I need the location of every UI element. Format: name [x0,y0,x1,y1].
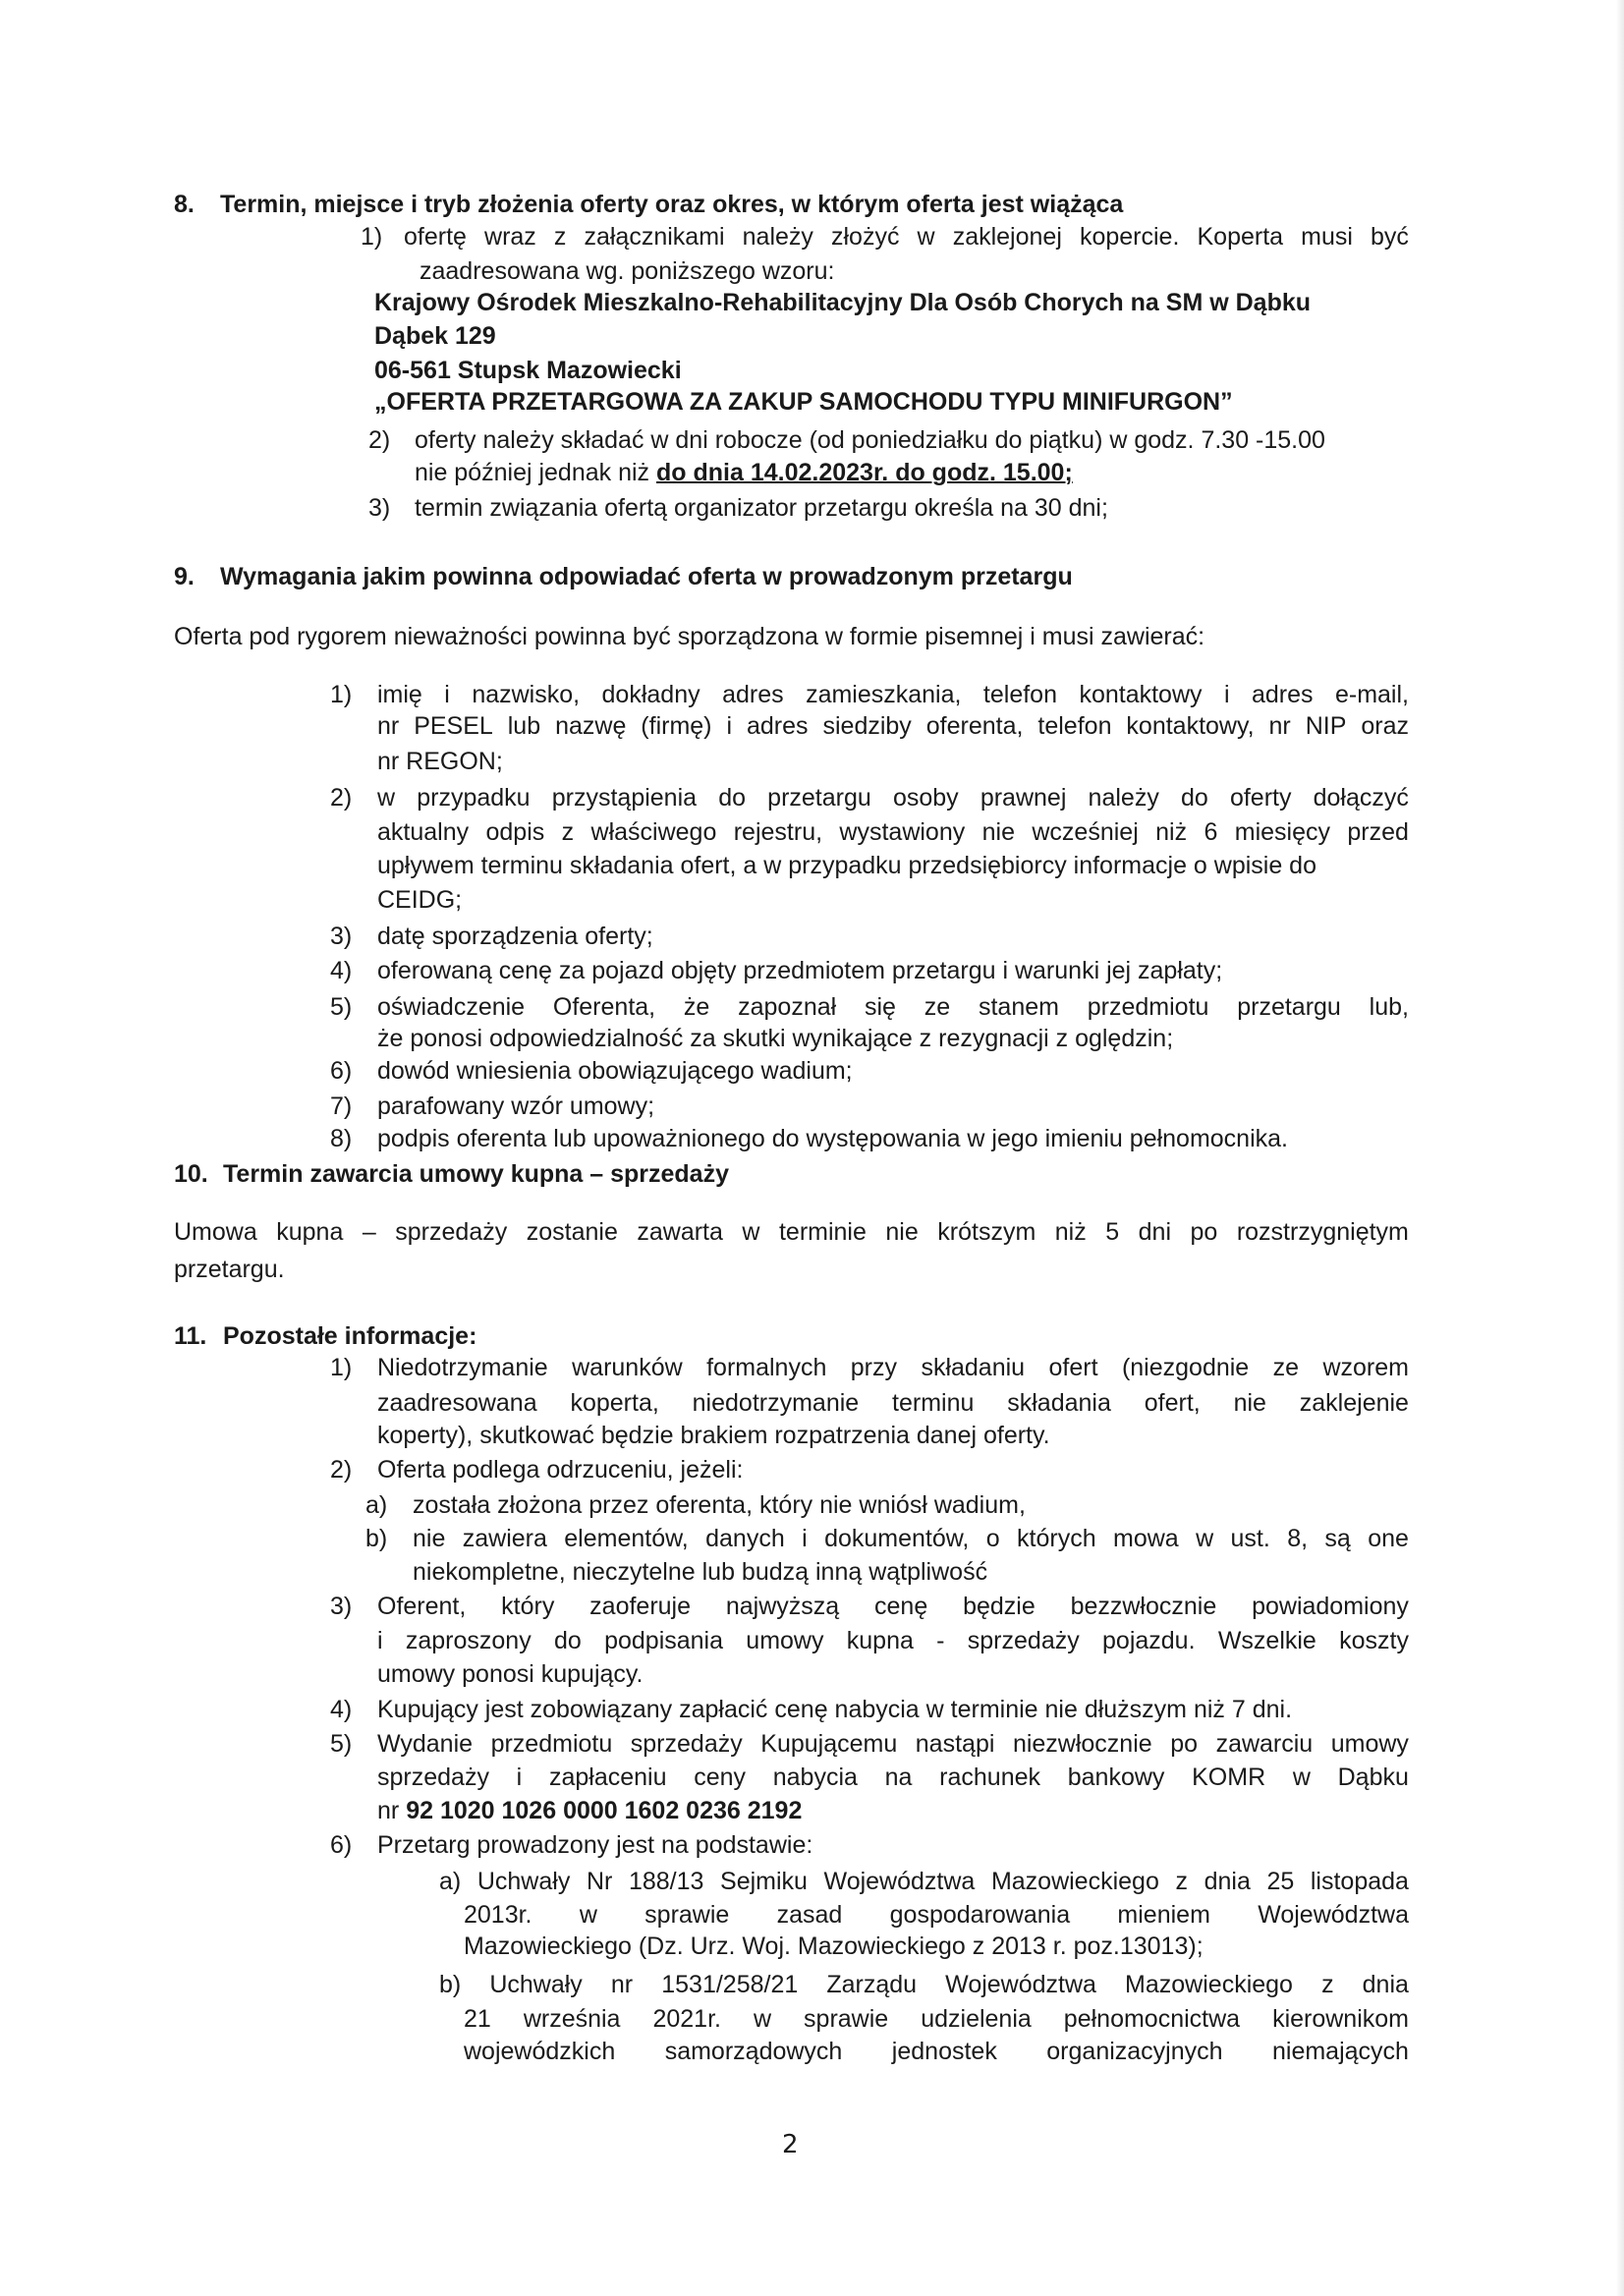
s9-item-1-line-1: imię i nazwisko, dokładny adres zamieszkania, telefon kontaktowy i adres e-mail, [377,681,1409,708]
s9-item-5-line-2: że ponosi odpowiedzialność za skutki wynikające z rezygnacji z oględzin; [377,1025,1174,1052]
s8-item-3-line-1: termin związania ofertą organizator przetargu określa na 30 dni; [415,494,1108,522]
s9-item-5-line-1: oświadczenie Oferenta, że zapoznał się ze stanem przedmiotu przetargu lub, [377,993,1409,1021]
s9-item-2-number: 2) [330,784,353,812]
page-number: 2 [782,2130,799,2159]
account-prefix: nr [377,1797,407,1824]
address-line-1: Krajowy Ośrodek Mieszkalno-Rehabilitacyjny Dla Osób Chorych na SM w Dąbku [374,289,1312,316]
s11-item-2b-line-2: niekompletne, nieczytelne lub budzą inną wątpliwość [413,1558,988,1586]
s8-item-2-line-2 [415,458,1073,487]
s8-item-2-line-1: oferty należy składać w dni robocze (od poniedziałku do piątku) w godz. 7.30 -15.00 [415,426,1325,454]
section-11-heading: Pozostałe informacje: [223,1322,477,1350]
s11-item-5-line-3 [377,1796,802,1825]
s11-item-6b-line-3: wojewódzkich samorządowych jednostek organizacyjnych niemających [464,2038,1409,2065]
s11-item-5-line-1: Wydanie przedmiotu sprzedaży Kupującemu nastąpi niezwłocznie po zawarciu umowy [377,1730,1409,1758]
s11-item-6-number: 6) [330,1831,353,1859]
section-10-line-1: Umowa kupna – sprzedaży zostanie zawarta w terminie nie krótszym niż 5 dni po rozstrzygniętym [174,1218,1409,1246]
s8-item-1-line-1: ofertę wraz z załącznikami należy złożyć w zaklejonej kopercie. Koperta musi być [404,223,1409,251]
s11-item-2a-letter: a) [365,1491,388,1519]
s8-item-2-text: nie później jednak niż [415,459,656,486]
section-8-number: 8. [174,191,195,218]
s9-item-4-number: 4) [330,957,353,984]
s11-item-1-line-2: zaadresowana koperta, niedotrzymanie terminu składania ofert, nie zaklejenie [377,1389,1409,1417]
s9-item-2-line-1: w przypadku przystąpienia do przetargu osoby prawnej należy do oferty dołączyć [377,784,1409,812]
s9-item-2-line-2: aktualny odpis z właściwego rejestru, wystawiony nie wcześniej niż 6 miesięcy przed [377,818,1409,846]
s11-item-6b-line-1: b) Uchwały nr 1531/258/21 Zarządu Województwa Mazowieckiego z dnia [439,1971,1409,1998]
s8-item-1-line-2: zaadresowana wg. poniższego wzoru: [420,257,835,285]
s9-item-7-number: 7) [330,1092,353,1120]
page-edge-shadow [1616,0,1624,2296]
s11-item-6a-line-3: Mazowieckiego (Dz. Urz. Woj. Mazowieckiego z 2013 r. poz.13013); [464,1932,1204,1960]
s8-item-1-number: 1) [361,223,383,251]
s11-item-2b-line-1: nie zawiera elementów, danych i dokumentów, o których mowa w ust. 8, są one [413,1525,1409,1552]
deadline-date: do dnia 14.02.2023r. do godz. 15.00; [656,459,1073,486]
s9-item-5-number: 5) [330,993,353,1021]
section-10-number: 10. [174,1160,208,1188]
s11-item-1-line-1: Niedotrzymanie warunków formalnych przy składaniu ofert (niezgodnie ze wzorem [377,1354,1409,1381]
s9-item-4-line-1: oferowaną cenę za pojazd objęty przedmiotem przetargu i warunki jej zapłaty; [377,957,1223,984]
s11-item-6b-line-2: 21 września 2021r. w sprawie udzielenia pełnomocnictwa kierownikom [464,2005,1409,2033]
s11-item-2a-line-1: została złożona przez oferenta, który nie wniósł wadium, [413,1491,1026,1519]
section-10-line-2: przetargu. [174,1256,285,1283]
s11-item-3-number: 3) [330,1593,353,1620]
s9-item-1-line-2: nr PESEL lub nazwę (firmę) i adres siedziby oferenta, telefon kontaktowy, nr NIP oraz [377,712,1409,740]
address-line-2: Dąbek 129 [374,322,496,350]
address-line-3: 06-561 Stupsk Mazowiecki [374,357,682,384]
s11-item-1-number: 1) [330,1354,353,1381]
s11-item-3-line-1: Oferent, który zaoferuje najwyższą cenę będzie bezzwłocznie powiadomiony [377,1593,1409,1620]
s11-item-2b-letter: b) [365,1525,388,1552]
s9-item-2-line-3: upływem terminu składania ofert, a w przypadku przedsiębiorcy informacje o wpisie do [377,852,1316,879]
s9-item-3-number: 3) [330,923,353,950]
s11-item-4-number: 4) [330,1696,353,1723]
section-9-intro: Oferta pod rygorem nieważności powinna być sporządzona w formie pisemnej i musi zawierać: [174,623,1205,650]
section-9-number: 9. [174,563,195,590]
s11-item-5-number: 5) [330,1730,353,1758]
s9-item-1-line-3: nr REGON; [377,748,503,775]
s11-item-6a-line-2: 2013r. w sprawie zasad gospodarowania mieniem Województwa [464,1901,1409,1929]
address-line-4: „OFERTA PRZETARGOWA ZA ZAKUP SAMOCHODU TYPU MINIFURGON” [374,388,1233,416]
section-11-number: 11. [174,1322,207,1350]
s11-item-6a-line-1: a) Uchwały Nr 188/13 Sejmiku Województwa Mazowieckiego z dnia 25 listopada [439,1868,1409,1895]
s11-item-3-line-3: umowy ponosi kupujący. [377,1660,644,1688]
section-10-heading: Termin zawarcia umowy kupna – sprzedaży [223,1160,729,1188]
s9-item-7-line-1: parafowany wzór umowy; [377,1092,655,1120]
s11-item-6-line-1: Przetarg prowadzony jest na podstawie: [377,1831,813,1859]
section-9-heading: Wymagania jakim powinna odpowiadać oferta w prowadzonym przetargu [220,563,1073,590]
s8-item-3-number: 3) [368,494,391,522]
s9-item-6-line-1: dowód wniesienia obowiązującego wadium; [377,1057,853,1085]
s9-item-2-line-4: CEIDG; [377,886,463,914]
section-8-heading: Termin, miejsce i tryb złożenia oferty oraz okres, w którym oferta jest wiążąca [220,191,1124,218]
s9-item-1-number: 1) [330,681,353,708]
bank-account-number: 92 1020 1026 0000 1602 0236 2192 [406,1797,803,1824]
s11-item-4-line-1: Kupujący jest zobowiązany zapłacić cenę nabycia w terminie nie dłuższym niż 7 dni. [377,1696,1293,1723]
s11-item-3-line-2: i zaproszony do podpisania umowy kupna - sprzedaży pojazdu. Wszelkie koszty [377,1627,1409,1654]
s9-item-6-number: 6) [330,1057,353,1085]
s11-item-2-line-1: Oferta podlega odrzuceniu, jeżeli: [377,1456,744,1484]
s8-item-2-number: 2) [368,426,391,454]
s11-item-5-line-2: sprzedaży i zapłaceniu ceny nabycia na rachunek bankowy KOMR w Dąbku [377,1764,1409,1791]
s11-item-1-line-3: koperty), skutkować będzie brakiem rozpatrzenia danej oferty. [377,1422,1050,1449]
s9-item-8-line-1: podpis oferenta lub upoważnionego do występowania w jego imieniu pełnomocnika. [377,1125,1288,1152]
s9-item-3-line-1: datę sporządzenia oferty; [377,923,653,950]
s9-item-8-number: 8) [330,1125,353,1152]
s11-item-2-number: 2) [330,1456,353,1484]
